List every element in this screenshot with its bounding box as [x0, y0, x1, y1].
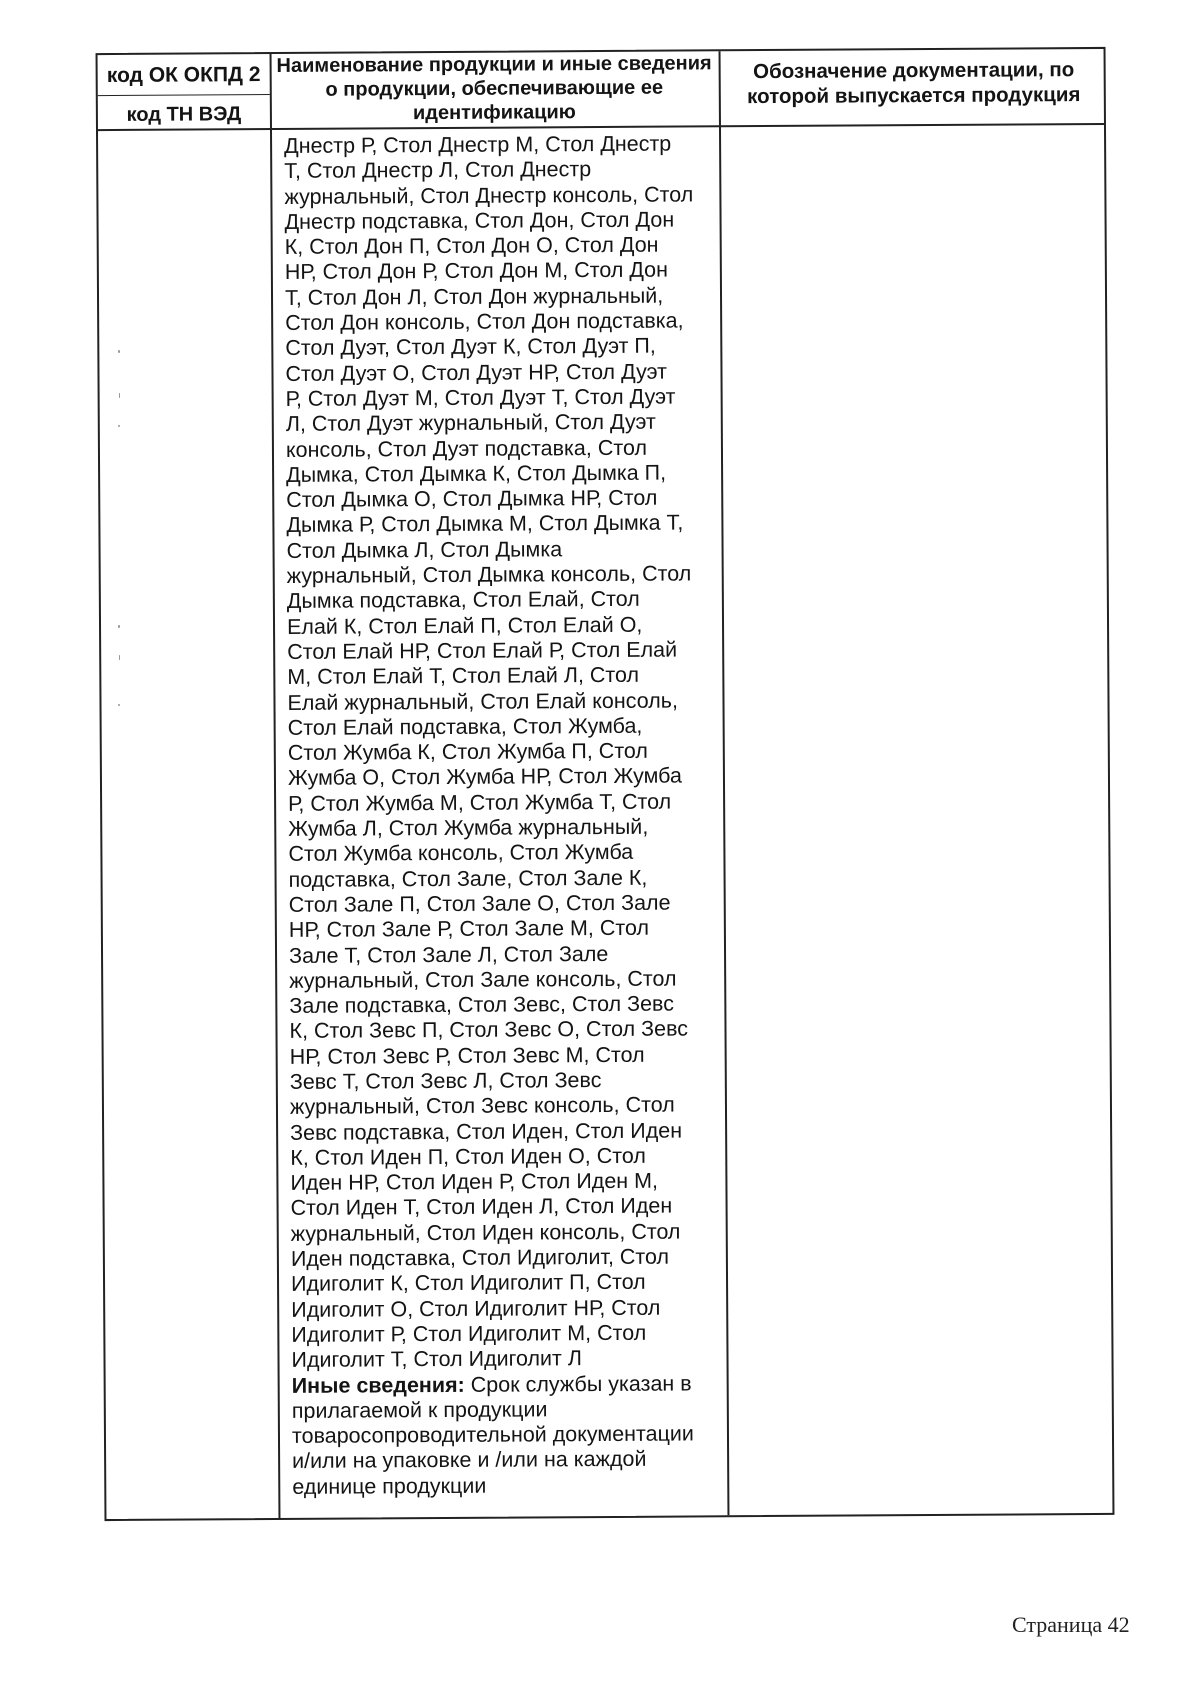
scan-speck	[119, 655, 120, 660]
other-info-text: Срок службы указан в прилагаемой к продукции товаросопроводительной документации и/или на упаковке и /или на каждой единице продукции	[291, 1371, 694, 1499]
header-tnved-code: код ТН ВЭД	[126, 103, 242, 126]
product-table	[96, 47, 1115, 1521]
scan-speck	[118, 425, 120, 427]
header-documentation: Обозначение документации, по которой выпускается продукция	[747, 58, 1081, 109]
scan-speck	[118, 350, 120, 353]
product-description-cell	[284, 131, 717, 1500]
product-list-text: Днестр Р, Стол Днестр М, Стол Днестр Т, Стол Днестр Л, Стол Днестр журнальный, Стол Днестр консоль, Стол Днестр подставка, Стол Дон, Стол Дон К, Стол Дон П, Стол Дон О, Стол Дон НР, Стол Дон Р, Стол Дон М, Стол Дон Т, Стол Дон Л, Стол Дон журнальный, Стол Дон консоль, Стол Дон подставка, Стол Дуэт, Стол Дуэт К, Стол Дуэт П, Стол Дуэт О, Стол Дуэт НР, Стол Дуэт Р, Стол Дуэт М, Стол Дуэт Т, Стол Дуэт Л, Стол Дуэт журнальный, Стол Дуэт консоль, Стол Дуэт подставка, Стол Дымка, Стол Дымка К, Стол Дымка П, Стол Дымка О, Стол Дымка НР, Стол Дымка Р, Стол Дымка М, Стол Дымка Т, Стол Дымка Л, Стол Дымка журнальный, Стол Дымка консоль, Стол Дымка подставка, Стол Елай, Стол Елай К, Стол Елай П, Стол Елай О, Стол Елай НР, Стол Елай Р, Стол Елай М, Стол Елай Т, Стол Елай Л, Стол Елай журнальный, Стол Елай консоль, Стол Елай подставка, Стол Жумба, Стол Жумба К, Стол Жумба П, Стол Жумба О, Стол Жумба НР, Стол Жумба Р, Стол Жумба М, Стол Жумба Т, Стол Жумба Л, Стол Жумба журнальный, Стол Жумба консоль, Стол Жумба подставка, Стол Зале, Стол Зале К, Стол Зале П, Стол Зале О, Стол Зале НР, Стол Зале Р, Стол Зале М, Стол Зале Т, Стол Зале Л, Стол Зале журнальный, Стол Зале консоль, Стол Зале подставка, Стол Зевс, Стол Зевс К, Стол Зевс П, Стол Зевс О, Стол Зевс НР, Стол Зевс Р, Стол Зевс М, Стол Зевс Т, Стол Зевс Л, Стол Зевс журнальный, Стол Зевс консоль, Стол Зевс подставка, Стол Иден, Стол Иден К, Стол Иден П, Стол Иден О, Стол Иден НР, Стол Иден Р, Стол Иден М, Стол Иден Т, Стол Иден Л, Стол Иден журнальный, Стол Иден консоль, Стол Иден подставка, Стол Идиголит, Стол Идиголит К, Стол Идиголит П, Стол Идиголит О, Стол Идиголит НР, Стол Идиголит Р, Стол Идиголит М, Стол Идиголит Т, Стол Идиголит Л	[284, 131, 694, 1373]
header-product-name: Наименование продукции и иные сведения о продукции, обеспечивающие ее идентификацию	[276, 52, 712, 125]
column-divider-codes	[270, 54, 281, 1518]
scan-speck	[118, 625, 120, 628]
codes-header-divider	[98, 94, 270, 96]
header-okpd-code: код ОК ОКПД 2	[106, 63, 261, 88]
scan-speck	[119, 393, 120, 398]
scan-speck	[118, 704, 120, 706]
other-info-label: Иные сведения:	[291, 1372, 465, 1398]
page-number: Страница 42	[1012, 1612, 1130, 1637]
column-divider-name	[719, 51, 730, 1515]
